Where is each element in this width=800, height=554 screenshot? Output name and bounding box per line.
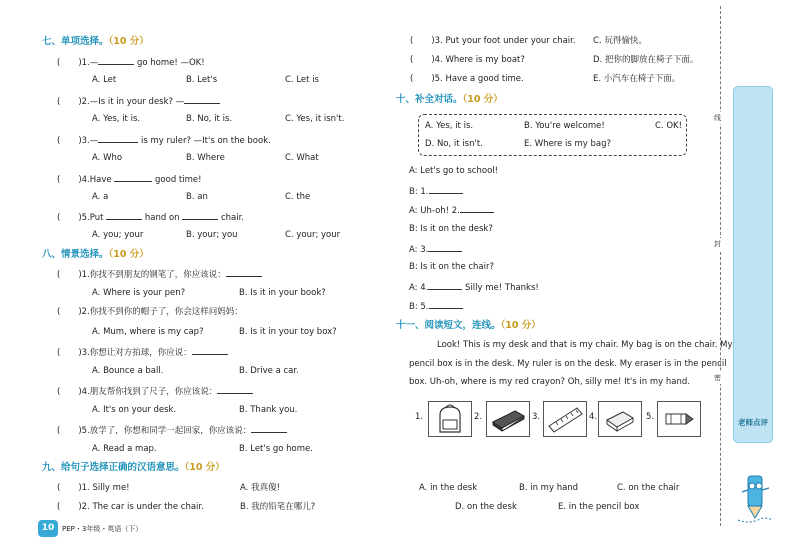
q7-1-a: A. Let (92, 75, 117, 85)
teacher-comment-panel (733, 86, 773, 443)
q8-4: ( )4.朋友帮你找到了尺子，你应该说： (57, 385, 253, 398)
q7-5-c: C. your; your (285, 230, 341, 240)
binding-char-seal: 封 (714, 240, 721, 248)
dialog-line-8: B: 5. (409, 300, 463, 313)
q8-3-b: B. Drive a car. (239, 366, 299, 376)
pic-number-4: 4. (589, 412, 598, 422)
pencil-box-icon (486, 401, 530, 437)
q9-2: ( )2. The car is under the chair. (57, 502, 204, 512)
q8-2: ( )2.你找不到你的帽子了，你会这样问妈妈： (57, 307, 243, 317)
q7-3: ( )3.— is my ruler? —It's on the book. (57, 136, 271, 146)
crayon-icon (657, 401, 701, 437)
q7-3-a: A. Who (92, 153, 123, 163)
place-a: A. in the desk (419, 483, 478, 493)
binding-char-line: 线 (714, 114, 721, 122)
word-bank-option-e: E. Where is my bag? (524, 139, 612, 149)
pic-number-1: 1. (415, 412, 424, 422)
q7-4-a: A. a (92, 192, 109, 202)
q9-4-option: D. 把你的脚放在椅子下面。 (593, 55, 699, 65)
q8-2-b: B. Is it in your toy box? (239, 327, 337, 337)
place-b: B. in my hand (519, 483, 579, 493)
q7-4: ( )4.Have good time! (57, 175, 202, 185)
dialog-line-3: A: Uh-oh! 2. (409, 204, 494, 217)
q7-2-c: C. Yes, it isn't. (285, 114, 345, 124)
q8-1: ( )1.你找不到朋友的钢笔了，你应该说： (57, 268, 262, 281)
q8-2-a: A. Mum, where is my cap? (92, 327, 204, 337)
binding-cut-line (720, 6, 721, 526)
q9-3: ( )3. Put your foot under your chair. (410, 36, 576, 46)
word-bank-option-b: B. You're welcome! (524, 121, 605, 131)
q7-4-b: B. an (186, 192, 208, 202)
q7-5-a: A. you; your (92, 230, 144, 240)
teacher-comment-label: 老师点评 (738, 418, 768, 427)
section-10-title: 十、补全对话。（10 分） (396, 94, 503, 105)
word-bank-option-c: C. OK! (655, 121, 683, 131)
eraser-icon (598, 401, 642, 437)
q9-5: ( )5. Have a good time. (410, 74, 524, 84)
place-d: D. on the desk (455, 502, 517, 512)
dialog-line-5: A: 3. (409, 243, 462, 256)
word-bank-option-d: D. No, it isn't. (425, 139, 483, 149)
q9-5-option: E. 小汽车在椅子下面。 (593, 74, 681, 84)
q7-5-b: B. your; you (186, 230, 238, 240)
q9-1: ( )1. Silly me! (57, 483, 130, 493)
pencil-mascot-icon (736, 470, 776, 529)
pic-number-5: 5. (646, 412, 655, 422)
q7-4-c: C. the (285, 192, 311, 202)
q8-5: ( )5.放学了，你想和同学一起回家，你应该说： (57, 424, 287, 437)
pic-number-3: 3. (532, 412, 541, 422)
section-8-title: 八、情景选择。（10 分） (42, 249, 149, 260)
dialog-line-4: B: Is it on the desk? (409, 224, 493, 234)
section-9-title: 九、给句子选择正确的汉语意思。（10 分） (42, 462, 225, 473)
page-number-badge: 10 (38, 520, 58, 537)
q8-5-b: B. Let's go home. (239, 444, 313, 454)
q9-3-option: C. 玩得愉快。 (593, 36, 647, 46)
section-7-title: 七、单项选择。（10 分） (42, 36, 149, 47)
passage-line-2: pencil box is in the desk. My ruler is on the desk. My eraser is in the pencil (409, 359, 727, 369)
q7-1-c: C. Let is (285, 75, 319, 85)
dialog-line-2: B: 1. (409, 185, 463, 198)
q9-2-option: B. 我的铅笔在哪儿? (240, 502, 316, 512)
q8-4-b: B. Thank you. (239, 405, 298, 415)
place-e: E. in the pencil box (558, 502, 640, 512)
q8-4-a: A. It's on your desk. (92, 405, 177, 415)
q7-2-b: B. No, it is. (186, 114, 233, 124)
ruler-icon (543, 401, 587, 437)
q7-3-b: B. Where (186, 153, 225, 163)
q7-1: ( )1.— go home! —OK! (57, 58, 205, 68)
passage-line-3: box. Uh-oh, where is my red crayon? Oh, silly me! It's in my hand. (409, 377, 690, 387)
q8-3: ( )3.你想让对方拍球，你应说： (57, 346, 228, 359)
q7-2: ( )2.—Is it in your desk? — (57, 95, 220, 108)
dialog-line-6: B: Is it on the chair? (409, 262, 495, 272)
q7-3-c: C. What (285, 153, 319, 163)
q7-2-a: A. Yes, it is. (92, 114, 141, 124)
dialog-line-7: A: 4. Silly me! Thanks! (409, 283, 539, 293)
q8-5-a: A. Read a map. (92, 444, 157, 454)
q8-1-b: B. Is it in your book? (239, 288, 326, 298)
binding-char-secret: 密 (714, 374, 721, 382)
place-c: C. on the chair (617, 483, 680, 493)
q9-1-option: A. 我真傻! (240, 483, 280, 493)
q7-5: ( )5.Put hand on chair. (57, 213, 244, 223)
q8-1-a: A. Where is your pen? (92, 288, 186, 298)
passage-line-1: Look! This is my desk and that is my chair. My bag is on the chair. My (437, 340, 733, 350)
footer-text: PEP・3年级・英语（下） (62, 525, 143, 533)
pic-number-2: 2. (474, 412, 483, 422)
dialog-line-1: A: Let's go to school! (409, 166, 499, 176)
q7-1-b: B. Let's (186, 75, 218, 85)
word-bank-option-a: A. Yes, it is. (425, 121, 474, 131)
section-11-title: 十一、阅读短文，连线。（10 分） (396, 320, 541, 331)
schoolbag-icon (428, 401, 472, 437)
q9-4: ( )4. Where is my boat? (410, 55, 525, 65)
q8-3-a: A. Bounce a ball. (92, 366, 164, 376)
